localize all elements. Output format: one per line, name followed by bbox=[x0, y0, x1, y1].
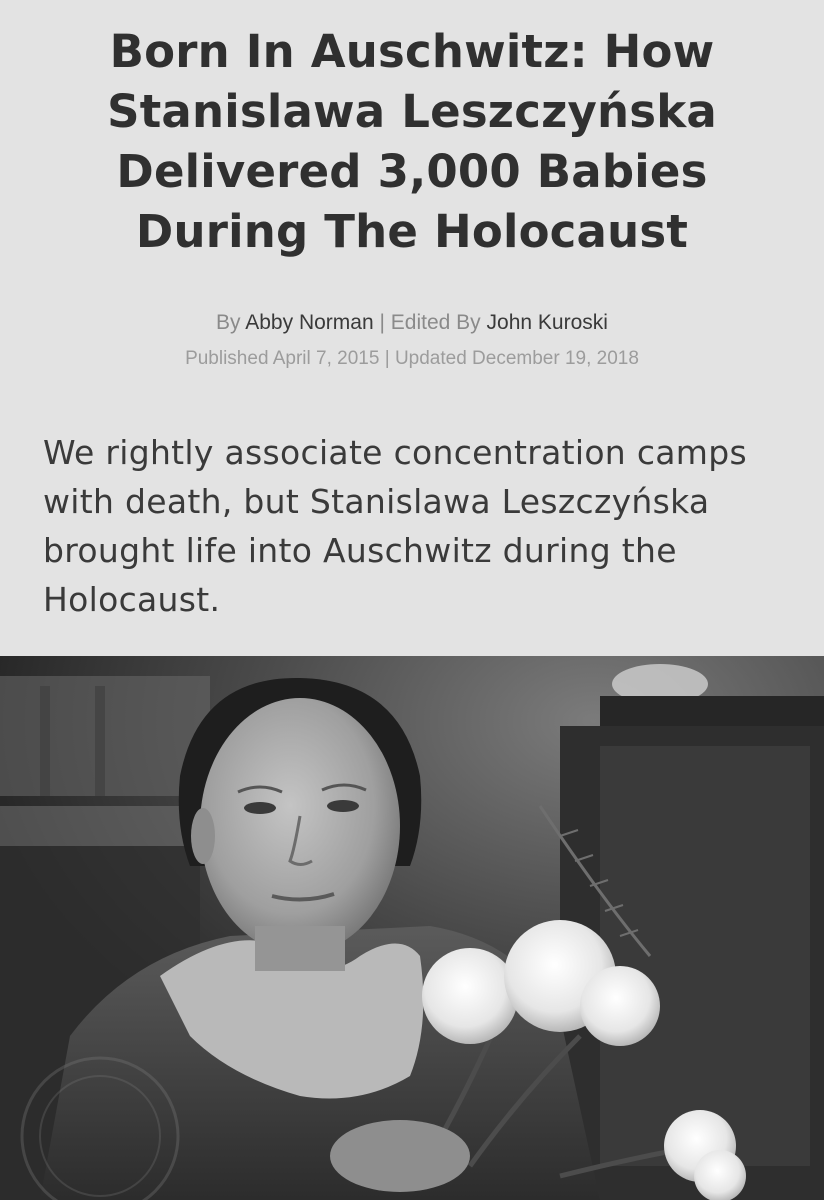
published-date: Published April 7, 2015 bbox=[185, 348, 380, 369]
date-separator: | bbox=[384, 348, 390, 369]
author-link[interactable]: Abby Norman bbox=[245, 311, 374, 334]
hero-photo bbox=[0, 656, 824, 1200]
byline-separator: | bbox=[379, 311, 385, 334]
byline-prefix: By bbox=[216, 311, 241, 334]
editor-link[interactable]: John Kuroski bbox=[486, 311, 608, 334]
article-dek: We rightly associate concentration camps with death, but Stanislawa Leszczyńska brought life into Auschwitz during the Holocaust. bbox=[43, 433, 747, 619]
photo-image bbox=[0, 656, 824, 1200]
updated-date: Updated December 19, 2018 bbox=[394, 348, 639, 369]
publication-dates bbox=[0, 346, 824, 372]
edited-prefix: Edited By bbox=[390, 311, 481, 334]
byline bbox=[0, 309, 824, 337]
article-title: Born In Auschwitz: How Stanislawa Leszczyńska Delivered 3,000 Babies During The Holocaust bbox=[107, 25, 717, 258]
